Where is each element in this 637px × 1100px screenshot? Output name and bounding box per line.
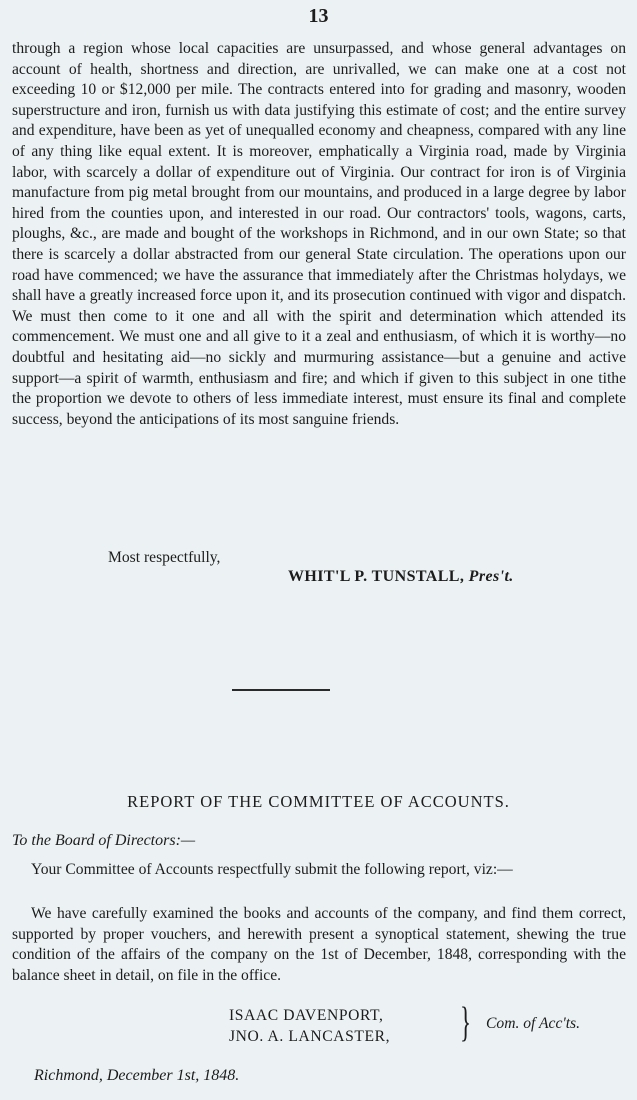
closing-line: Most respectfully, <box>108 549 221 566</box>
committee-title: Com. of Acc'ts. <box>486 1015 581 1032</box>
signer-name: JNO. A. LANCASTER, <box>229 1027 391 1045</box>
section-divider <box>232 689 330 691</box>
signatory-title: Pres't. <box>468 568 514 585</box>
signer-name: ISAAC DAVENPORT, <box>229 1007 384 1024</box>
salutation: To the Board of Directors:— <box>12 832 196 849</box>
body-paragraph: through a region whose local capacities are unsurpassed, and whose general advantages on account of health, shortness and direction, are unrivalled, we can make one at a cost not exceeding 10 or $12,000 per mile. The contracts entered into for grading and masonry, wooden superstructure and iron, furnish us with data justifying this estimate of cost; and the entire survey and expenditure, have been as yet of unequalled economy and cheapness, compared with any line of any thing like equal extent. It is moreover, emphatically a Virginia road, made by Virginia labor, with scarcely a dollar of expenditure out of Virginia. Our contract for iron is of Virginia manufacture from pig metal brought from our mountains, and produced in a large degree by labor hired from the counties upon, and interested in our road. Our contractors' tools, wagons, carts, ploughs, &c., are made and bought of the workshops in Richmond, and in our own State; so that there is scarcely a dollar abstracted from our general State circulation. The operations upon our road have commenced; we have the assurance that immediately after the Christmas holydays, we shall have a greatly increased force upon it, and its prosecution continued with vigor and dispatch. We must then come to it one and all with the spirit and determination which attended its commencement. We must one and all give to it a zeal and enthusiasm, of which it is worthy—no doubtful and hesitating aid—no sickly and murmuring assistance—but a genuine and active support—a spirit of warmth, enthusiasm and fire; and which if given to this subject in one tithe the proportion we devote to others of less immediate interest, must ensure its final and complete success, beyond the anticipations of its most sanguine friends. <box>12 40 626 428</box>
report-heading: REPORT OF THE COMMITTEE OF ACCOUNTS. <box>127 792 510 811</box>
page-number: 13 <box>308 5 329 27</box>
signers-list <box>229 1006 390 1047</box>
brace-glyph: } <box>460 1000 472 1046</box>
signature-block <box>288 568 514 586</box>
report-paragraph: We have carefully examined the books and accounts of the company, and find them correct, supported by proper vouchers, and herewith present a synoptical statement, shewing the true condition of the affairs of the company on the 1st of December, 1848, corresponding with the balance sheet in detail, on file in the office. <box>12 905 626 984</box>
dateline: Richmond, December 1st, 1848. <box>34 1067 240 1084</box>
signatory-name: WHIT'L P. TUNSTALL, <box>288 568 465 585</box>
report-paragraph: Your Committee of Accounts respectfully submit the following report, viz:— <box>31 861 513 878</box>
